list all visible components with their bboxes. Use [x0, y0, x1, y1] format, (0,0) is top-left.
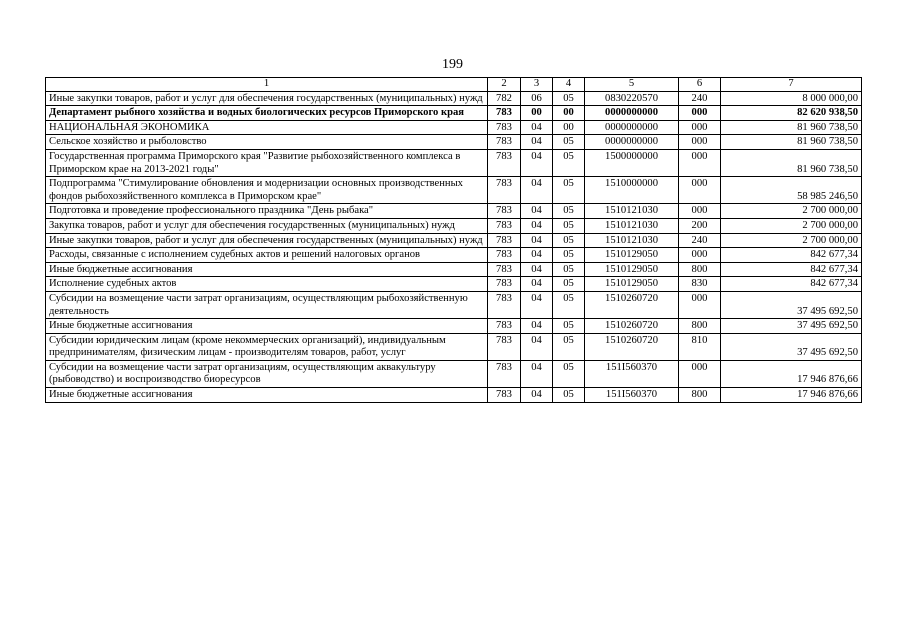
amount-cell: 842 677,34: [721, 248, 862, 263]
header-cell: 7: [721, 78, 862, 92]
subsection-cell: 05: [553, 91, 585, 106]
expense-type-cell: 830: [679, 277, 721, 292]
subsection-cell: 05: [553, 177, 585, 204]
row-name-cell: Субсидии на возмещение части затрат организациям, осуществляющим аквакультуру (рыбоводство) и воспроизводство биоресурсов: [46, 360, 488, 387]
amount-cell: 82 620 938,50: [721, 106, 862, 121]
admin-code-cell: 783: [488, 277, 521, 292]
admin-code-cell: 783: [488, 360, 521, 387]
header-cell: 1: [46, 78, 488, 92]
row-name-cell: Субсидии на возмещение части затрат организациям, осуществляющим рыбохозяйственную деятельность: [46, 291, 488, 318]
target-article-cell: 0000000000: [585, 106, 679, 121]
section-cell: 04: [521, 248, 553, 263]
expense-type-cell: 000: [679, 106, 721, 121]
row-name-cell: Расходы, связанные с исполнением судебных актов и решений налоговых органов: [46, 248, 488, 263]
amount-cell: 37 495 692,50: [721, 319, 862, 334]
table-row: [46, 149, 862, 176]
subsection-cell: 05: [553, 204, 585, 219]
section-cell: 04: [521, 291, 553, 318]
amount-cell: 17 946 876,66: [721, 388, 862, 403]
section-cell: 04: [521, 277, 553, 292]
subsection-cell: 05: [553, 388, 585, 403]
header-cell: 2: [488, 78, 521, 92]
row-name-cell: Иные бюджетные ассигнования: [46, 262, 488, 277]
expense-type-cell: 800: [679, 388, 721, 403]
target-article-cell: 1500000000: [585, 149, 679, 176]
expense-type-cell: 000: [679, 360, 721, 387]
amount-cell: 17 946 876,66: [721, 360, 862, 387]
subsection-cell: 05: [553, 262, 585, 277]
amount-cell: 81 960 738,50: [721, 135, 862, 150]
target-article-cell: 151I560370: [585, 388, 679, 403]
subsection-cell: 05: [553, 135, 585, 150]
table-row: [46, 91, 862, 106]
section-cell: 04: [521, 333, 553, 360]
amount-cell: 2 700 000,00: [721, 233, 862, 248]
subsection-cell: 00: [553, 106, 585, 121]
admin-code-cell: 783: [488, 120, 521, 135]
admin-code-cell: 783: [488, 233, 521, 248]
target-article-cell: 1510129050: [585, 277, 679, 292]
admin-code-cell: 783: [488, 204, 521, 219]
target-article-cell: 151I560370: [585, 360, 679, 387]
table-row: [46, 204, 862, 219]
row-name-cell: Государственная программа Приморского края "Развитие рыбохозяйственного комплекса в Приморском крае на 2013-2021 годы": [46, 149, 488, 176]
target-article-cell: 1510260720: [585, 333, 679, 360]
header-cell: 5: [585, 78, 679, 92]
admin-code-cell: 783: [488, 177, 521, 204]
table-row: [46, 262, 862, 277]
target-article-cell: 1510000000: [585, 177, 679, 204]
section-cell: 04: [521, 149, 553, 176]
admin-code-cell: 783: [488, 262, 521, 277]
section-cell: 04: [521, 360, 553, 387]
admin-code-cell: 783: [488, 319, 521, 334]
amount-cell: 842 677,34: [721, 262, 862, 277]
header-cell: 4: [553, 78, 585, 92]
table-row: [46, 106, 862, 121]
row-name-cell: Иные бюджетные ассигнования: [46, 388, 488, 403]
row-name-cell: Подготовка и проведение профессионального праздника "День рыбака": [46, 204, 488, 219]
row-name-cell: Иные закупки товаров, работ и услуг для обеспечения государственных (муниципальных) нужд: [46, 233, 488, 248]
row-name-cell: Исполнение судебных актов: [46, 277, 488, 292]
target-article-cell: 1510121030: [585, 218, 679, 233]
table-row: [46, 291, 862, 318]
row-name-cell: НАЦИОНАЛЬНАЯ ЭКОНОМИКА: [46, 120, 488, 135]
expense-type-cell: 240: [679, 91, 721, 106]
section-cell: 00: [521, 106, 553, 121]
section-cell: 04: [521, 204, 553, 219]
subsection-cell: 05: [553, 277, 585, 292]
subsection-cell: 05: [553, 149, 585, 176]
amount-cell: 37 495 692,50: [721, 333, 862, 360]
expense-type-cell: 240: [679, 233, 721, 248]
target-article-cell: 1510129050: [585, 248, 679, 263]
section-cell: 04: [521, 388, 553, 403]
expense-type-cell: 000: [679, 135, 721, 150]
admin-code-cell: 783: [488, 106, 521, 121]
expense-type-cell: 000: [679, 177, 721, 204]
target-article-cell: 0000000000: [585, 120, 679, 135]
amount-cell: 37 495 692,50: [721, 291, 862, 318]
admin-code-cell: 783: [488, 248, 521, 263]
section-cell: 04: [521, 319, 553, 334]
target-article-cell: 0830220570: [585, 91, 679, 106]
amount-cell: 58 985 246,50: [721, 177, 862, 204]
expense-type-cell: 000: [679, 204, 721, 219]
page-number: 199: [442, 57, 463, 72]
table-row: [46, 388, 862, 403]
admin-code-cell: 783: [488, 135, 521, 150]
target-article-cell: 1510129050: [585, 262, 679, 277]
section-cell: 04: [521, 262, 553, 277]
row-name-cell: Подпрограмма "Стимулирование обновления и модернизации основных производственных фондов рыбохозяйственного комплекса в Приморском крае": [46, 177, 488, 204]
admin-code-cell: 783: [488, 388, 521, 403]
target-article-cell: 0000000000: [585, 135, 679, 150]
amount-cell: 8 000 000,00: [721, 91, 862, 106]
subsection-cell: 00: [553, 120, 585, 135]
table-row: [46, 135, 862, 150]
row-name-cell: Субсидии юридическим лицам (кроме некоммерческих организаций), индивидуальным предпринимателям, физическим лицам - производителям товаров, работ, услуг: [46, 333, 488, 360]
section-cell: 04: [521, 233, 553, 248]
admin-code-cell: 783: [488, 291, 521, 318]
row-name-cell: Департамент рыбного хозяйства и водных биологических ресурсов Приморского края: [46, 106, 488, 121]
header-row: [46, 78, 862, 92]
subsection-cell: 05: [553, 248, 585, 263]
subsection-cell: 05: [553, 319, 585, 334]
header-cell: 6: [679, 78, 721, 92]
expense-type-cell: 800: [679, 319, 721, 334]
amount-cell: 81 960 738,50: [721, 149, 862, 176]
target-article-cell: 1510121030: [585, 233, 679, 248]
subsection-cell: 05: [553, 291, 585, 318]
subsection-cell: 05: [553, 233, 585, 248]
table-row: [46, 360, 862, 387]
expense-type-cell: 000: [679, 291, 721, 318]
target-article-cell: 1510260720: [585, 319, 679, 334]
section-cell: 04: [521, 218, 553, 233]
expense-type-cell: 000: [679, 149, 721, 176]
subsection-cell: 05: [553, 333, 585, 360]
table-row: [46, 248, 862, 263]
amount-cell: 2 700 000,00: [721, 204, 862, 219]
expense-type-cell: 200: [679, 218, 721, 233]
expense-type-cell: 000: [679, 248, 721, 263]
table-row: [46, 177, 862, 204]
admin-code-cell: 783: [488, 218, 521, 233]
subsection-cell: 05: [553, 360, 585, 387]
target-article-cell: 1510121030: [585, 204, 679, 219]
section-cell: 04: [521, 135, 553, 150]
amount-cell: 2 700 000,00: [721, 218, 862, 233]
expense-type-cell: 000: [679, 120, 721, 135]
budget-table: [45, 77, 862, 403]
row-name-cell: Иные закупки товаров, работ и услуг для обеспечения государственных (муниципальных) нужд: [46, 91, 488, 106]
admin-code-cell: 782: [488, 91, 521, 106]
row-name-cell: Закупка товаров, работ и услуг для обеспечения государственных (муниципальных) нужд: [46, 218, 488, 233]
admin-code-cell: 783: [488, 149, 521, 176]
table-row: [46, 218, 862, 233]
section-cell: 04: [521, 177, 553, 204]
subsection-cell: 05: [553, 218, 585, 233]
table-row: [46, 120, 862, 135]
target-article-cell: 1510260720: [585, 291, 679, 318]
row-name-cell: Сельское хозяйство и рыболовство: [46, 135, 488, 150]
expense-type-cell: 800: [679, 262, 721, 277]
amount-cell: 81 960 738,50: [721, 120, 862, 135]
section-cell: 04: [521, 120, 553, 135]
header-cell: 3: [521, 78, 553, 92]
amount-cell: 842 677,34: [721, 277, 862, 292]
table-row: [46, 319, 862, 334]
table-row: [46, 333, 862, 360]
admin-code-cell: 783: [488, 333, 521, 360]
section-cell: 06: [521, 91, 553, 106]
table-row: [46, 277, 862, 292]
expense-type-cell: 810: [679, 333, 721, 360]
row-name-cell: Иные бюджетные ассигнования: [46, 319, 488, 334]
table-row: [46, 233, 862, 248]
